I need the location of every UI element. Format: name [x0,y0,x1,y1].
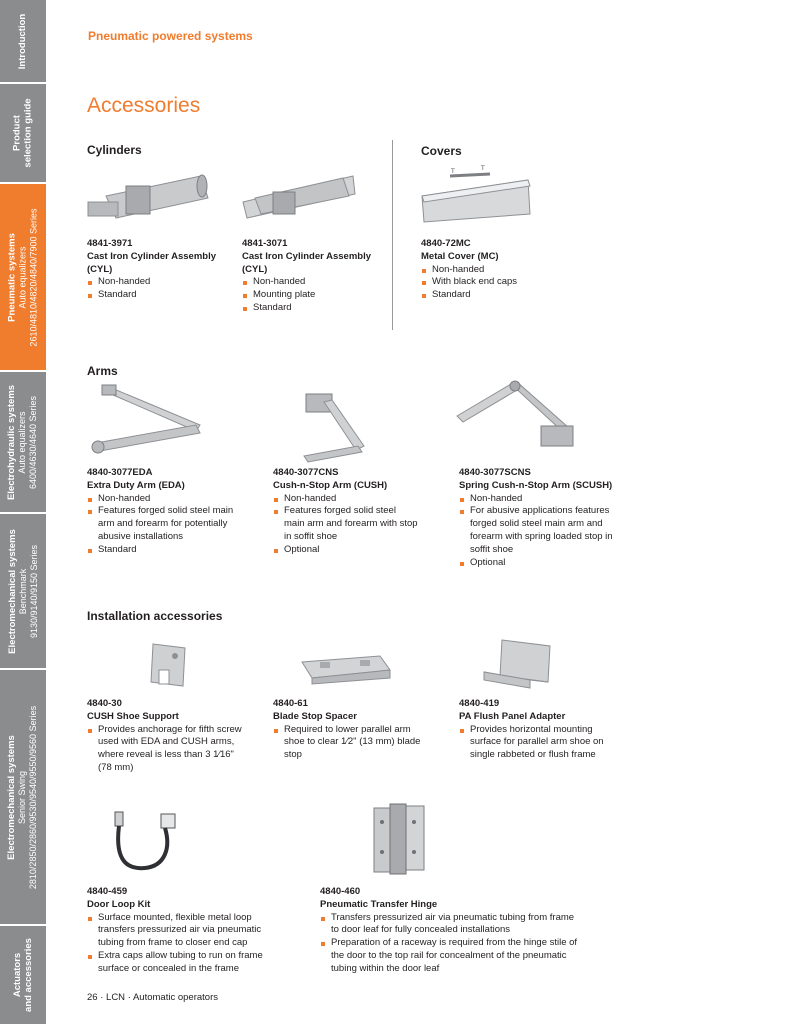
section-tabs [0,0,46,1024]
bullet: For abusive applications features forged solid steel main arm and forearm with spring loaded stop in soffit shoe [459,505,631,556]
product-4840-419 [459,698,624,762]
tab-title: Electromechanical systems [6,528,18,654]
cush-shoe-support-image [145,642,190,690]
bullet: Non-handed [459,493,631,506]
heading-cylinders: Cylinders [87,143,142,157]
product-4840-61 [273,698,433,762]
heading-installation-accessories: Installation accessories [87,609,223,623]
product-4840-459 [87,886,287,976]
column-divider [392,140,393,330]
product-code: 4840-3077CNS [273,467,339,478]
bullet: Features forged solid steel main arm and forearm with stop in soffit shoe [273,505,418,543]
tab-title: Electrohydraulic systems [6,384,18,500]
tab-subtitle: selection guide [23,98,34,168]
tab-title: Product [12,115,23,151]
product-4840-30 [87,698,247,775]
tab-subtitle: Auto equalizers [17,245,28,309]
product-4840-3077cns [273,467,418,557]
blade-stop-spacer-image [300,650,392,686]
page-footer [87,992,218,1003]
bullet: Provides horizontal mounting surface for parallel arm shoe on single rabbeted or flush frame [459,724,624,762]
product-name: CUSH Shoe Support [87,710,179,722]
product-code: 4840-30 [87,698,122,709]
footer-separator: · [100,992,107,1003]
product-name: Pneumatic Transfer Hinge [320,898,438,910]
tab-introduction[interactable] [0,0,46,82]
tab-series: 2810/2850/2860/9530/9540/9550/9560 Series [28,705,39,889]
door-loop-kit-image [105,808,185,873]
bullet: Preparation of a raceway is required from the hinge stile of the door to the top rail for concealment of the pneumatic tubing within the door leaf [320,937,580,975]
spring-cush-n-stop-arm-image [455,380,580,455]
tab-electromechanical-senior-swing[interactable] [0,670,46,924]
tab-title: Actuators [12,952,23,998]
bullet: Extra caps allow tubing to run on frame surface or concealed in the frame [87,950,287,976]
product-name: Extra Duty Arm (EDA) [87,479,185,491]
product-code: 4840-3077SCNS [459,467,531,478]
tab-subtitle: and accessories [23,938,34,1012]
product-code: 4840-419 [459,698,500,709]
bullet: Non-handed [87,493,247,506]
tab-title: Electromechanical systems [6,734,18,860]
bullet: Required to lower parallel arm shoe to clear 1⁄2" (13 mm) blade stop [273,724,433,762]
tab-series: 2610/4810/4820/4840/7900 Series [28,207,39,347]
bullet: Provides anchorage for fifth screw used with EDA and CUSH arms, where reveal is less than 3 1⁄16" (78 mm) [87,724,247,775]
footer-brand: LCN [106,992,126,1003]
tab-series: 9130/9140/9150 Series [28,544,39,638]
page-title: Accessories [87,94,201,117]
tab-subtitle: Benchmark [17,568,28,614]
bullet: Mounting plate [242,289,387,302]
product-code: 4841-3971 [87,238,133,249]
bullet: Standard [421,289,581,302]
bullet: Surface mounted, flexible metal loop transfers pressurized air via pneumatic tubing from frame to closer end cap [87,912,287,950]
tab-subtitle: Senior Swing [17,770,28,824]
pa-flush-panel-adapter-image [482,636,554,692]
product-code: 4841-3071 [242,238,288,249]
product-name: PA Flush Panel Adapter [459,710,566,722]
bullet: Non-handed [273,493,418,506]
heading-arms: Arms [87,364,118,378]
bullet: Features forged solid steel main arm and forearm for potentially abusive installations [87,505,247,543]
bullet: With black end caps [421,276,581,289]
product-4840-72mc [421,238,581,302]
svg-text:T: T [451,168,455,175]
extra-duty-arm-image [88,385,208,455]
tab-electromechanical-benchmark[interactable] [0,514,46,668]
product-code: 4840-459 [87,886,128,897]
bullet: Standard [87,544,247,557]
tab-title: Pneumatic systems [6,232,18,322]
product-code: 4840-72MC [421,238,471,249]
product-name: Cast Iron Cylinder Assembly (CYL) [242,250,371,275]
cylinder-assembly-image [86,168,211,223]
cylinder-assembly-plate-image [243,172,358,222]
bullet: Standard [87,289,237,302]
bullet: Transfers pressurized air via pneumatic tubing from frame to door leaf for fully concealed installations [320,912,580,938]
product-code: 4840-3077EDA [87,467,153,478]
page-number: 26 [87,992,98,1003]
product-code: 4840-61 [273,698,308,709]
bullet: Standard [242,302,387,315]
bullet: Optional [273,544,418,557]
heading-covers: Covers [421,144,462,158]
pneumatic-transfer-hinge-image [370,802,430,877]
section-kicker: Pneumatic powered systems [88,29,253,43]
metal-cover-image [420,166,535,228]
tab-electrohydraulic-systems[interactable] [0,372,46,512]
tab-title: Introduction [17,13,29,69]
bullet: Non-handed [421,264,581,277]
svg-text:T: T [481,165,485,172]
product-name: Blade Stop Spacer [273,710,357,722]
product-code: 4840-460 [320,886,361,897]
product-4840-460 [320,886,580,976]
product-4841-3071 [242,238,387,315]
tab-product-selection-guide[interactable] [0,84,46,182]
tab-actuators-accessories[interactable] [0,926,46,1024]
product-name: Cush-n-Stop Arm (CUSH) [273,479,388,491]
product-4840-3077eda [87,467,247,557]
footer-section: Automatic operators [132,992,218,1003]
bullet: Non-handed [87,276,237,289]
product-name: Door Loop Kit [87,898,151,910]
product-name: Spring Cush-n-Stop Arm (SCUSH) [459,479,613,491]
tab-subtitle: Auto equalizers [17,410,28,474]
cush-n-stop-arm-image [300,390,375,465]
tab-pneumatic-systems[interactable] [0,184,46,370]
tab-series: 6400/4630/4640 Series [28,395,39,489]
bullet: Optional [459,557,631,570]
product-name: Metal Cover (MC) [421,250,499,262]
footer-separator: · [127,992,133,1003]
product-4841-3971 [87,238,237,302]
product-name: Cast Iron Cylinder Assembly (CYL) [87,250,216,275]
bullet: Non-handed [242,276,387,289]
product-4840-3077scns [459,467,631,569]
